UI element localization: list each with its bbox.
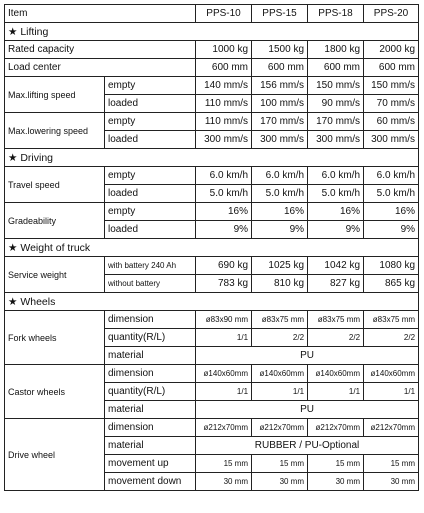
sub-label: empty xyxy=(105,113,196,131)
cell-value: 6.0 km/h xyxy=(364,167,419,185)
cell-value: 15 mm xyxy=(252,455,308,473)
table-row xyxy=(5,311,419,329)
cell-value: 6.0 km/h xyxy=(252,167,308,185)
sub-label: material xyxy=(105,437,196,455)
cell-value: 60 mm/s xyxy=(364,113,419,131)
cell-value: 600 mm xyxy=(364,59,419,77)
cell-value: 16% xyxy=(364,203,419,221)
star-icon: ★ xyxy=(8,241,18,254)
cell-value: 865 kg xyxy=(364,275,419,293)
cell-value: 1080 kg xyxy=(364,257,419,275)
sub-label: quantity(R/L) xyxy=(105,329,196,347)
section-title: Weight of truck xyxy=(20,241,91,254)
cell-value: 90 mm/s xyxy=(308,95,364,113)
cell-value: ø140x60mm xyxy=(308,365,364,383)
section-row-driving xyxy=(5,149,419,167)
cell-value: 300 mm/s xyxy=(364,131,419,149)
sub-label: loaded xyxy=(105,95,196,113)
cell-value: 300 mm/s xyxy=(196,131,252,149)
header-model: PPS-18 xyxy=(308,5,364,23)
cell-value: 600 mm xyxy=(308,59,364,77)
header-model: PPS-15 xyxy=(252,5,308,23)
cell-value: 2/2 xyxy=(252,329,308,347)
sub-label: loaded xyxy=(105,185,196,203)
group-label: Service weight xyxy=(5,257,105,293)
cell-value: 1500 kg xyxy=(252,41,308,59)
cell-value: 156 mm/s xyxy=(252,77,308,95)
cell-value: 6.0 km/h xyxy=(308,167,364,185)
sub-label: loaded xyxy=(105,131,196,149)
cell-value: 1/1 xyxy=(364,383,419,401)
cell-value: 2/2 xyxy=(364,329,419,347)
cell-value: 110 mm/s xyxy=(196,113,252,131)
cell-value: ø83x75 mm xyxy=(364,311,419,329)
group-label: Fork wheels xyxy=(5,311,105,365)
cell-value: 1800 kg xyxy=(308,41,364,59)
cell-value: 690 kg xyxy=(196,257,252,275)
row-label: Load center xyxy=(5,59,196,77)
cell-value: ø212x70mm xyxy=(364,419,419,437)
section-driving xyxy=(5,149,419,167)
star-icon: ★ xyxy=(8,151,18,164)
cell-value: 30 mm xyxy=(308,473,364,491)
cell-value: 783 kg xyxy=(196,275,252,293)
group-label: Drive wheel xyxy=(5,419,105,491)
cell-value: 5.0 km/h xyxy=(252,185,308,203)
cell-value: 16% xyxy=(252,203,308,221)
sub-label: movement down xyxy=(105,473,196,491)
cell-value: ø83x75 mm xyxy=(308,311,364,329)
sub-label: quantity(R/L) xyxy=(105,383,196,401)
cell-value: 600 mm xyxy=(196,59,252,77)
star-icon: ★ xyxy=(8,295,18,308)
group-label: Max.lifting speed xyxy=(5,77,105,113)
cell-value: 300 mm/s xyxy=(252,131,308,149)
section-title: Lifting xyxy=(20,25,49,38)
cell-value: 1000 kg xyxy=(196,41,252,59)
cell-value: 140 mm/s xyxy=(196,77,252,95)
cell-value: 810 kg xyxy=(252,275,308,293)
sub-label: dimension xyxy=(105,365,196,383)
header-item: Item xyxy=(5,5,196,23)
cell-value: 1/1 xyxy=(196,329,252,347)
cell-value: 9% xyxy=(364,221,419,239)
cell-value: 300 mm/s xyxy=(308,131,364,149)
cell-value: 9% xyxy=(252,221,308,239)
table-row xyxy=(5,419,419,437)
section-wheels xyxy=(5,293,419,311)
cell-value: 9% xyxy=(196,221,252,239)
cell-value: 2/2 xyxy=(308,329,364,347)
cell-value: 30 mm xyxy=(364,473,419,491)
section-row-lifting xyxy=(5,23,419,41)
cell-value: 5.0 km/h xyxy=(196,185,252,203)
sub-label: material xyxy=(105,401,196,419)
cell-value: ø212x70mm xyxy=(252,419,308,437)
group-label: Gradeability xyxy=(5,203,105,239)
sub-label: empty xyxy=(105,167,196,185)
header-model: PPS-10 xyxy=(196,5,252,23)
table-row xyxy=(5,59,419,77)
table-row xyxy=(5,365,419,383)
table-row xyxy=(5,257,419,275)
cell-value: 170 mm/s xyxy=(252,113,308,131)
cell-value: 15 mm xyxy=(364,455,419,473)
header-row xyxy=(5,5,419,23)
cell-value: 30 mm xyxy=(252,473,308,491)
sub-label: material xyxy=(105,347,196,365)
cell-value: 170 mm/s xyxy=(308,113,364,131)
cell-value: PU xyxy=(196,401,419,419)
cell-value: ø83x90 mm xyxy=(196,311,252,329)
section-weight xyxy=(5,239,419,257)
cell-value: ø140x60mm xyxy=(252,365,308,383)
cell-value: 70 mm/s xyxy=(364,95,419,113)
cell-value: ø212x70mm xyxy=(196,419,252,437)
cell-value: 110 mm/s xyxy=(196,95,252,113)
sub-label: without battery xyxy=(105,275,196,293)
cell-value: 150 mm/s xyxy=(308,77,364,95)
table-row xyxy=(5,77,419,95)
sub-label: empty xyxy=(105,77,196,95)
cell-value: 1/1 xyxy=(308,383,364,401)
table-row xyxy=(5,41,419,59)
cell-value: ø83x75 mm xyxy=(252,311,308,329)
table-row xyxy=(5,167,419,185)
group-label: Castor wheels xyxy=(5,365,105,419)
section-row-weight xyxy=(5,239,419,257)
row-label: Rated capacity xyxy=(5,41,196,59)
section-title: Wheels xyxy=(20,295,56,308)
cell-value: PU xyxy=(196,347,419,365)
cell-value: RUBBER / PU-Optional xyxy=(196,437,419,455)
header-model: PPS-20 xyxy=(364,5,419,23)
table-row xyxy=(5,113,419,131)
cell-value: 827 kg xyxy=(308,275,364,293)
sub-label: with battery 240 Ah xyxy=(105,257,196,275)
sub-label: loaded xyxy=(105,221,196,239)
cell-value: 16% xyxy=(196,203,252,221)
group-label: Max.lowering speed xyxy=(5,113,105,149)
cell-value: 100 mm/s xyxy=(252,95,308,113)
cell-value: 1/1 xyxy=(196,383,252,401)
sub-label: dimension xyxy=(105,419,196,437)
cell-value: ø140x60mm xyxy=(364,365,419,383)
table-row xyxy=(5,203,419,221)
cell-value: ø140x60mm xyxy=(196,365,252,383)
section-lifting xyxy=(5,23,419,41)
group-label: Travel speed xyxy=(5,167,105,203)
cell-value: 5.0 km/h xyxy=(364,185,419,203)
sub-label: movement up xyxy=(105,455,196,473)
cell-value: 6.0 km/h xyxy=(196,167,252,185)
cell-value: 150 mm/s xyxy=(364,77,419,95)
cell-value: 1025 kg xyxy=(252,257,308,275)
sub-label: dimension xyxy=(105,311,196,329)
cell-value: 15 mm xyxy=(308,455,364,473)
sub-label: empty xyxy=(105,203,196,221)
cell-value: 600 mm xyxy=(252,59,308,77)
section-row-wheels xyxy=(5,293,419,311)
cell-value: 2000 kg xyxy=(364,41,419,59)
cell-value: ø212x70mm xyxy=(308,419,364,437)
cell-value: 1042 kg xyxy=(308,257,364,275)
cell-value: 9% xyxy=(308,221,364,239)
cell-value: 5.0 km/h xyxy=(308,185,364,203)
star-icon: ★ xyxy=(8,25,18,38)
cell-value: 1/1 xyxy=(252,383,308,401)
cell-value: 30 mm xyxy=(196,473,252,491)
cell-value: 15 mm xyxy=(196,455,252,473)
cell-value: 16% xyxy=(308,203,364,221)
section-title: Driving xyxy=(20,151,54,164)
spec-table xyxy=(4,4,419,491)
